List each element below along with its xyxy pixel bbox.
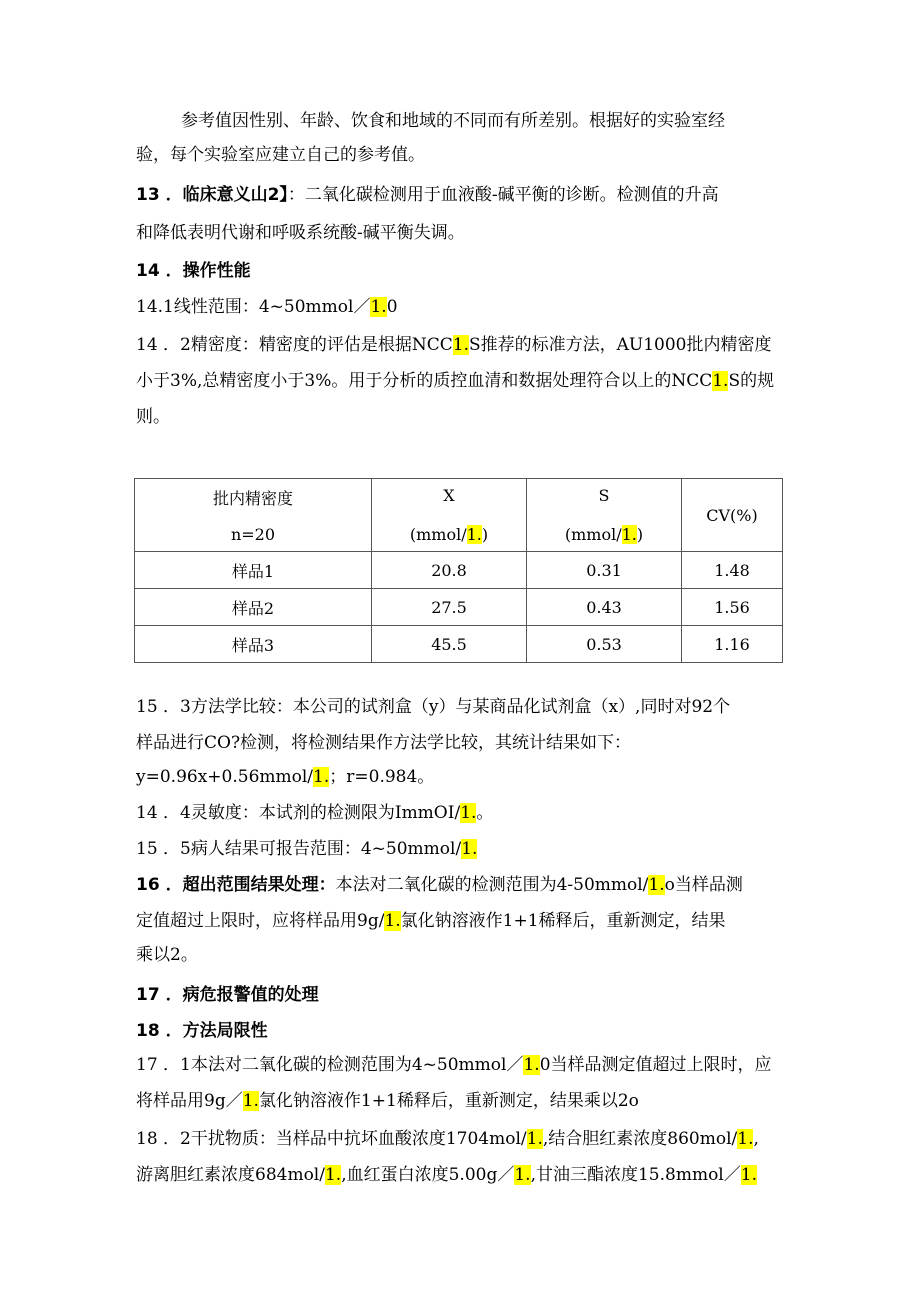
table-row [135,552,783,589]
interference-line: 游离胆红素浓度684mol/1.,血红蛋白浓度5.00g／1.,甘油三酯浓度15.8mmol／1. [136,1165,757,1185]
cell-cv: 1.16 [682,626,783,663]
highlight: 1. [313,767,330,787]
interference-line: 18 ．2干扰物质：当样品中抗坏血酸浓度1704mol/1.,结合胆红素浓度860mol/1., [136,1129,759,1149]
header-cell: CV(%) [682,479,783,552]
highlight: 1. [384,911,401,931]
section-heading: 18 ．方法局限性 [136,1021,268,1041]
highlight: 1. [621,525,637,544]
precision-table [134,478,783,663]
method-compare-line: 样品进行CO?检测，将检测结果作方法学比较，其统计结果如下： [136,733,632,753]
table-row [135,626,783,663]
report-range-line: 15 ．5病人结果可报告范围：4~50mmol/1. [136,839,478,859]
precision-line: 14 ．2精密度：精密度的评估是根据NCC1.S推荐的标准方法，AU1000批内精密度 [136,335,772,355]
cell-x: 27.5 [372,589,527,626]
cell-x: 20.8 [372,552,527,589]
paragraph-line: 定值超过上限时，应将样品用9g/1.氯化钠溶液作1+1稀释后，重新测定，结果 [136,911,726,931]
cell-s: 0.53 [527,626,682,663]
highlight: 1. [737,1129,754,1149]
highlight: 1. [514,1165,531,1185]
paragraph-line: 和降低表明代谢和呼吸系统酸-碱平衡失调。 [136,223,465,243]
highlight: 1. [466,525,482,544]
section-heading: 13 ．临床意义山2】 [136,185,288,205]
paragraph-line: 则。 [136,407,170,427]
linearity-line: 14.1线性范围：4~50mmol／1.0 [136,297,398,317]
row-label: 样品2 [135,589,372,626]
highlight: 1. [452,335,469,355]
highlight: 1. [324,1165,342,1185]
section-13-line: 13 ．临床意义山2】：二氧化碳检测用于血液酸-碱平衡的诊断。检测值的升高 [136,185,719,205]
sensitivity-line: 14 ．4灵敏度：本试剂的检测限为ImmOI/1.。 [136,803,494,823]
limitation-line: 将样品用9g／1.氯化钠溶液作1+1稀释后，重新测定，结果乘以2o [136,1091,639,1111]
paragraph-line: 参考值因性别、年龄、饮食和地域的不同而有所差别。根据好的实验室经 [181,111,725,131]
cell-s: 0.31 [527,552,682,589]
highlight: 1. [370,297,387,317]
section-heading: 14 ．操作性能 [136,261,251,281]
regression-line: y=0.96x+0.56mmol/1.；r=0.984。 [136,767,435,787]
header-cell: X (mmol/1.) [372,479,527,552]
highlight: 1. [242,1091,259,1111]
highlight: 1. [461,839,478,859]
highlight: 1. [648,875,665,895]
section-heading: 17 ．病危报警值的处理 [136,985,319,1005]
header-cell: S (mmol/1.) [527,479,682,552]
highlight: 1. [460,803,477,823]
row-label: 样品3 [135,626,372,663]
cell-s: 0.43 [527,589,682,626]
cell-cv: 1.48 [682,552,783,589]
table-header-row [135,479,783,552]
paragraph-line: 乘以2。 [136,945,198,965]
cell-x: 45.5 [372,626,527,663]
highlight: 1. [712,371,729,391]
highlight: 1. [740,1165,757,1185]
precision-line: 小于3%,总精密度小于3%。用于分析的质控血清和数据处理符合以上的NCC1.S的规 [136,371,775,391]
highlight: 1. [526,1129,543,1149]
cell-cv: 1.56 [682,589,783,626]
table-row [135,589,783,626]
limitation-line: 17 ．1本法对二氧化碳的检测范围为4~50mmol／1.0当样品测定值超过上限时，应 [136,1055,772,1075]
header-cell: 批内精密度 n=20 [135,479,372,552]
method-compare-line: 15 ．3方法学比较：本公司的试剂盒（y）与某商品化试剂盒（x）,同时对92个 [136,697,731,717]
paragraph-line: 验，每个实验室应建立自己的参考值。 [136,145,425,165]
highlight: 1. [523,1055,540,1075]
section-heading: 16 ．超出范围结果处理： [136,875,336,895]
section-16-line: 16 ．超出范围结果处理：本法对二氧化碳的检测范围为4-50mmol/1.o当样品测 [136,875,743,895]
row-label: 样品1 [135,552,372,589]
